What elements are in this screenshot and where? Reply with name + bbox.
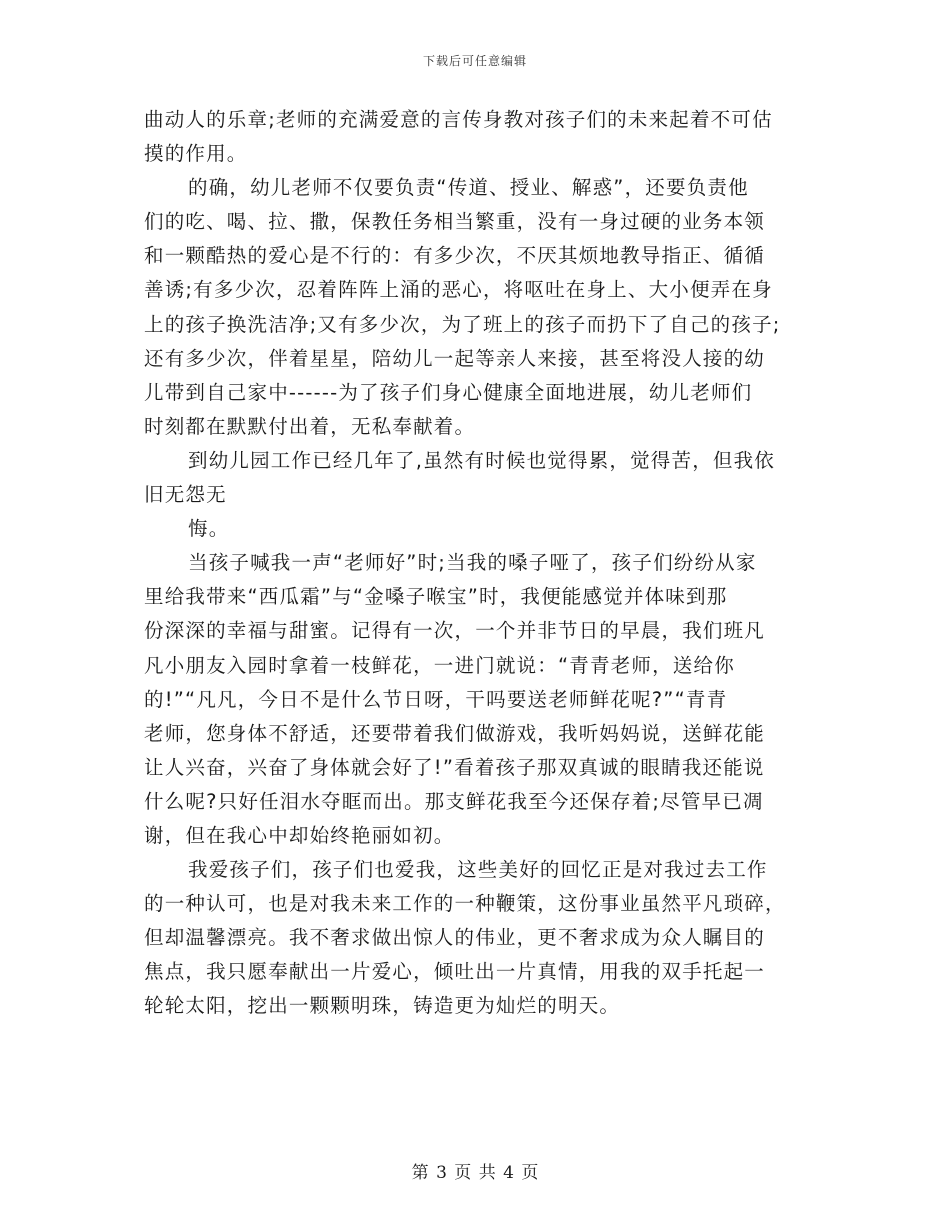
text-line: 悔。 <box>188 517 230 541</box>
text-line: 到幼儿园工作已经几年了,虽然有时候也觉得累，觉得苦，但我依 <box>188 448 775 472</box>
text-line: 的确，幼儿老师不仅要负责“传道、授业、解惑”，还要负责他 <box>188 176 749 200</box>
text-line: 们的吃、喝、拉、撒，保教任务相当繁重，没有一身过硬的业务本领 <box>144 210 766 234</box>
text-line: 我爱孩子们，孩子们也爱我，这些美好的回忆正是对我过去工作 <box>188 858 768 882</box>
text-line: 让人兴奋，兴奋了身体就会好了!”看着孩子那双真诚的眼睛我还能说 <box>144 755 765 779</box>
text-line: 旧无怨无 <box>144 483 227 507</box>
page-footer: 第 3 页 共 4 页 <box>411 1163 539 1183</box>
text-line: 摸的作用。 <box>144 142 248 166</box>
page-header: 下载后可任意编辑 <box>422 54 527 68</box>
text-line: 轮轮太阳，挖出一颗颗明珠，铸造更为灿烂的明天。 <box>144 994 621 1018</box>
text-line: 的一种认可，也是对我未来工作的一种鞭策，这份事业虽然平凡琐碎， <box>144 892 786 916</box>
text-line: 的!”“凡凡，今日不是什么节日呀，干吗要送老师鲜花呢?”“青青 <box>144 687 728 711</box>
text-line: 上的孩子换洗洁净;又有多少次，为了班上的孩子而扔下了自己的孩子; <box>144 312 781 336</box>
text-line: 焦点，我只愿奉献出一片爱心，倾吐出一片真情，用我的双手托起一 <box>144 960 766 984</box>
text-line: 还有多少次，伴着星星，陪幼儿一起等亲人来接，甚至将没人接的幼 <box>144 346 766 370</box>
text-line: 里给我带来“西瓜霜”与“金嗓子喉宝”时，我便能感觉并体味到那 <box>144 585 728 609</box>
text-line: 当孩子喊我一声“老师好”时;当我的嗓子哑了，孩子们纷纷从家 <box>188 551 757 575</box>
text-line: 时刻都在默默付出着，无私奉献着。 <box>144 414 476 438</box>
text-line: 儿带到自己家中------为了孩子们身心健康全面地进展，幼儿老师们 <box>144 380 753 404</box>
text-line: 善诱;有多少次，忍着阵阵上涌的恶心，将呕吐在身上、大小便弄在身 <box>144 278 773 302</box>
text-line: 曲动人的乐章;老师的充满爱意的言传身教对孩子们的未来起着不可估 <box>144 108 773 131</box>
text-line: 但却温馨漂亮。我不奢求做出惊人的伟业，更不奢求成为众人瞩目的 <box>144 926 766 950</box>
text-line: 谢，但在我心中却始终艳丽如初。 <box>144 823 455 847</box>
text-line: 和一颗酷热的爱心是不行的：有多少次，不厌其烦地教导指正、循循 <box>144 244 766 268</box>
text-line: 份深深的幸福与甜蜜。记得有一次，一个并非节日的早晨，我们班凡 <box>144 619 766 643</box>
text-line: 什么呢?只好任泪水夺眶而出。那支鲜花我至今还保存着;尽管早已凋 <box>144 789 764 813</box>
text-line: 老师，您身体不舒适，还要带着我们做游戏，我听妈妈说，送鲜花能 <box>144 721 766 745</box>
body-text <box>144 103 814 1024</box>
text-line: 凡小朋友入园时拿着一枝鲜花，一进门就说：“青青老师，送给你 <box>144 653 735 677</box>
